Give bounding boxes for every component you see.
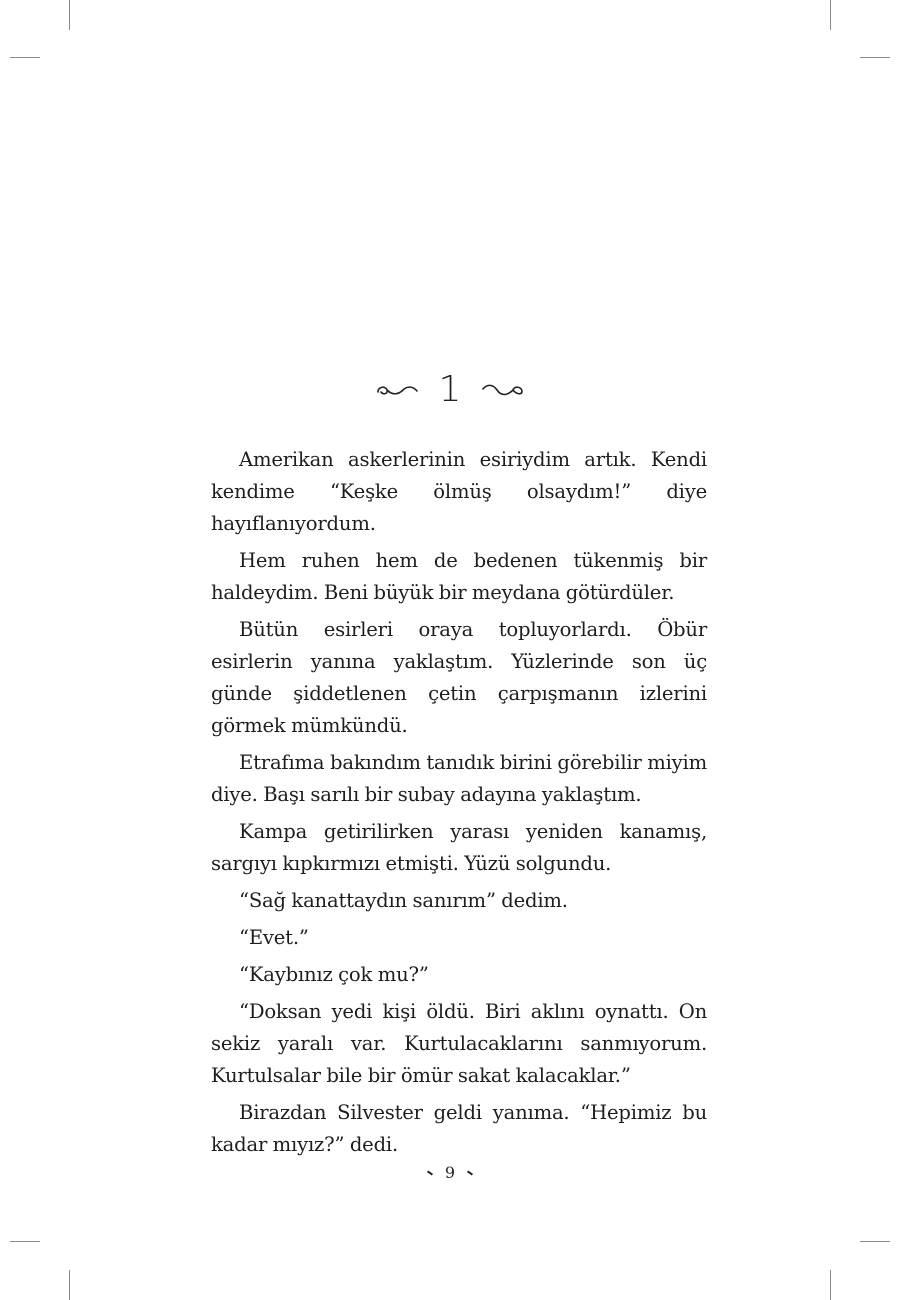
crop-mark-top-left-horizontal — [10, 57, 40, 58]
folio-left-tick-icon — [427, 1170, 433, 1175]
paragraph: “Evet.” — [239, 926, 309, 949]
crop-mark-bottom-right-horizontal — [860, 1241, 890, 1242]
paragraph: Etrafıma bakındım tanıdık birini görebilir miyim diye. Başı sarılı bir subay adayına yaklaştım. — [211, 751, 707, 806]
crop-mark-top-right-vertical — [830, 0, 831, 30]
crop-mark-bottom-left-horizontal — [10, 1241, 40, 1242]
paragraph: “Doksan yedi kişi öldü. Biri aklını oynattı. On sekiz yaralı var. Kurtulacaklarını sanmıyorum. Kurtulsalar bile bir ömür sakat kalacaklar.” — [211, 1000, 707, 1087]
folio-right-tick-icon — [467, 1170, 473, 1175]
page-number: 9 — [444, 1163, 456, 1182]
page-folio — [0, 1158, 900, 1188]
paragraph: Hem ruhen hem de bedenen tükenmiş bir haldeydim. Beni büyük bir meydana götürdüler. — [211, 549, 707, 604]
paragraph: “Kaybınız çok mu?” — [239, 963, 429, 986]
left-swash-ornament-icon — [373, 380, 421, 400]
chapter-number: 1 — [438, 369, 462, 410]
paragraph: Amerikan askerlerinin esiriydim artık. Kendi kendime “Keşke ölmüş olsaydım!” diye hayıflanıyordum. — [211, 448, 707, 535]
chapter-heading — [0, 362, 900, 418]
paragraph: Birazdan Silvester geldi yanıma. “Hepimiz bu kadar mıyız?” dedi. — [211, 1101, 707, 1156]
paragraph: Kampa getirilirken yarası yeniden kanamış, sargıyı kıpkırmızı etmişti. Yüzü solgundu. — [211, 820, 707, 875]
chapter-body — [211, 444, 707, 1161]
crop-mark-bottom-left-vertical — [69, 1270, 70, 1300]
right-swash-ornament-icon — [479, 380, 527, 400]
crop-mark-top-left-vertical — [69, 0, 70, 30]
paragraph: “Sağ kanattaydın sanırım” dedim. — [239, 889, 568, 912]
crop-mark-top-right-horizontal — [860, 57, 890, 58]
paragraph: Bütün esirleri oraya topluyorlardı. Öbür esirlerin yanına yaklaştım. Yüzlerinde son üç günde şiddetlenen çetin çarpışmanın izlerini görmek mümkündü. — [211, 618, 707, 737]
crop-mark-bottom-right-vertical — [830, 1270, 831, 1300]
